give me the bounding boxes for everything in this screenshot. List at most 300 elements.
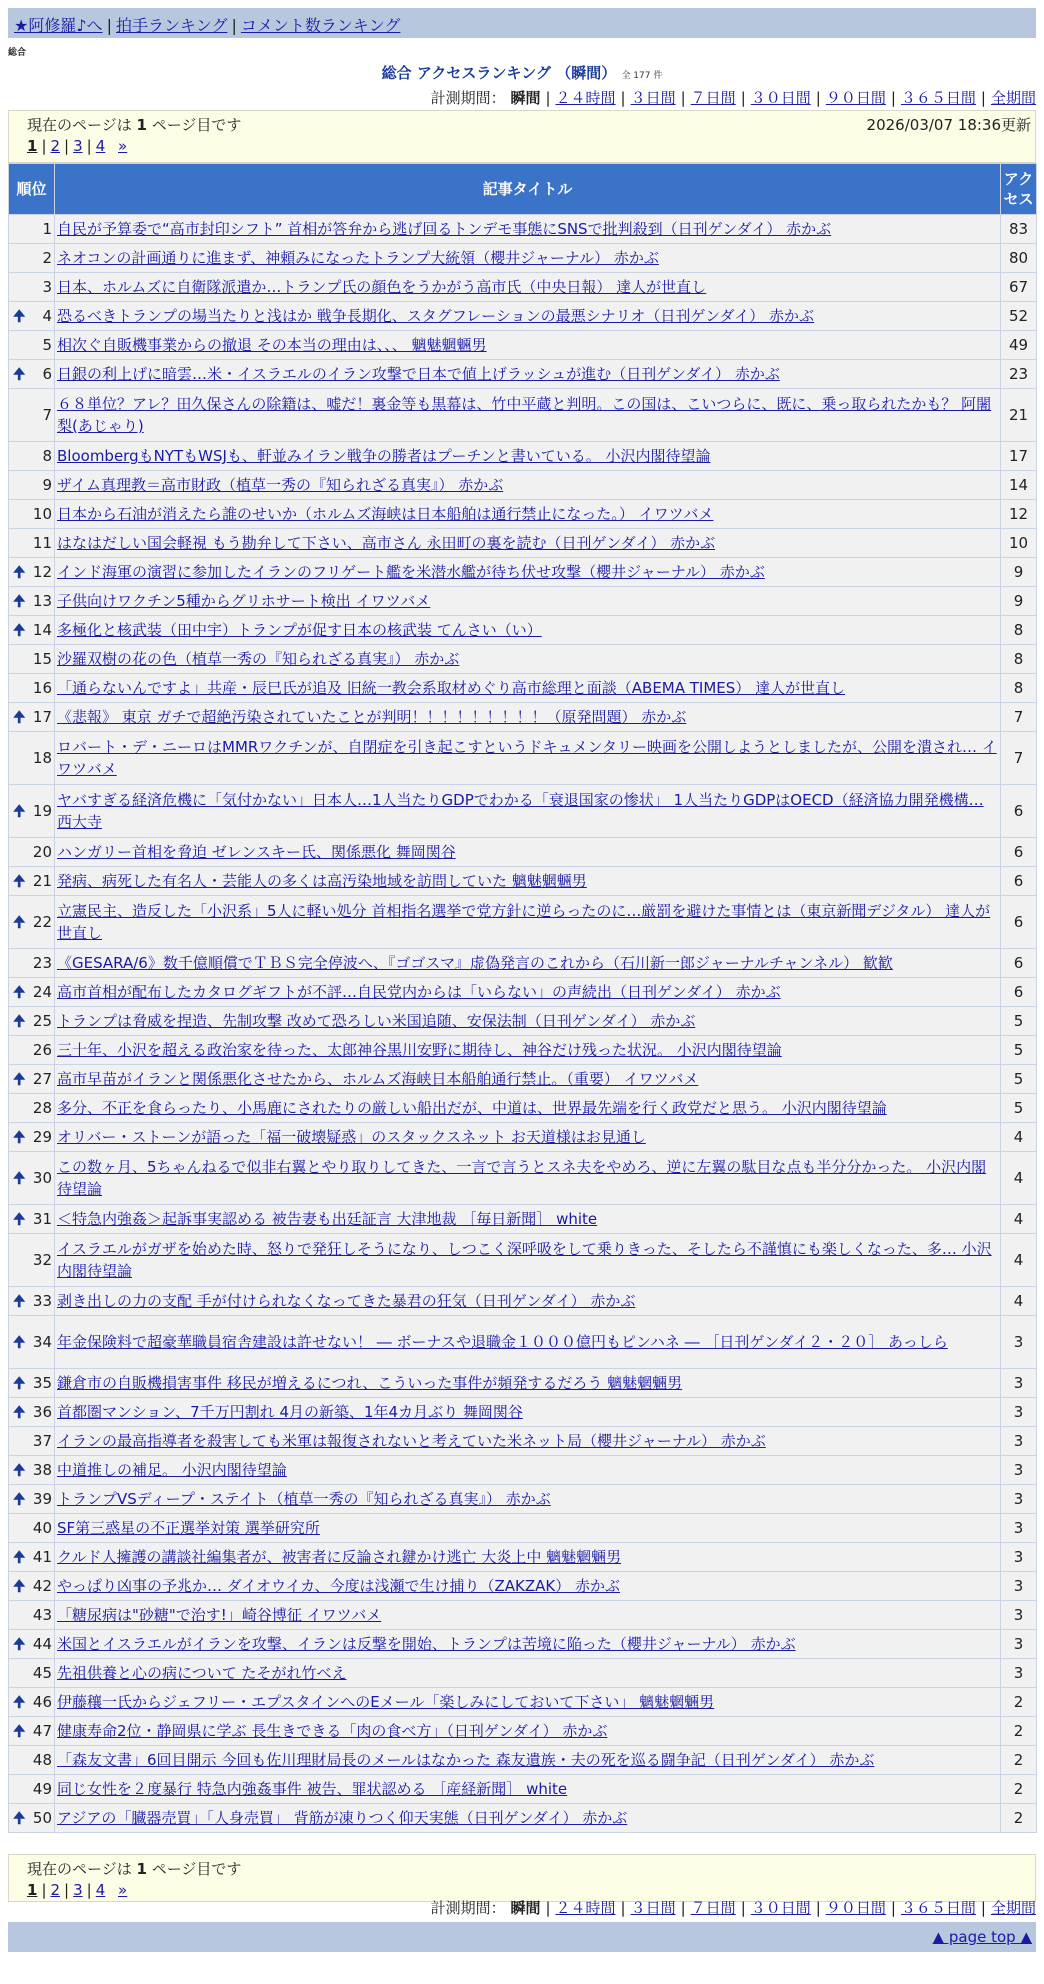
period-link-30d[interactable]: ３０日間 <box>750 1899 811 1917</box>
rank-number: 5 <box>42 336 52 354</box>
title-cell <box>55 785 1001 838</box>
article-title-link[interactable]: はなはだしい国会軽視 もう勘弁して下さい、高市さん 永田町の裏を読む（日刊ゲンダイ） 赤かぶ <box>57 534 716 552</box>
table-row <box>9 674 1037 703</box>
title-cell <box>55 1804 1001 1833</box>
rank-cell <box>9 1543 55 1572</box>
rank-cell <box>9 838 55 867</box>
period-link-30d[interactable]: ３０日間 <box>750 89 811 107</box>
title-cell <box>55 1369 1001 1398</box>
access-count: 5 <box>1001 1094 1037 1123</box>
table-row <box>9 1775 1037 1804</box>
pager-page-1[interactable]: 1 <box>27 137 38 155</box>
table-row <box>9 616 1037 645</box>
access-count: 3 <box>1001 1630 1037 1659</box>
title-cell <box>55 1514 1001 1543</box>
rank-number: 44 <box>32 1635 52 1653</box>
rank-cell <box>9 500 55 529</box>
title-cell <box>55 1094 1001 1123</box>
table-row <box>9 1152 1037 1205</box>
article-title-link[interactable]: ヤバすぎる経済危機に「気付かない」日本人…1人当たりGDPでわかる「衰退国家の惨状」 1人当たりGDPはOECD（経済協力開発機構… 西大寺 <box>57 791 984 831</box>
rank-up-arrow-icon: 🠉 <box>13 1461 26 1479</box>
table-row <box>9 1456 1037 1485</box>
rank-number: 33 <box>32 1292 52 1310</box>
rank-up-arrow-icon: 🠉 <box>13 983 26 1001</box>
access-count: 3 <box>1001 1485 1037 1514</box>
title-cell <box>55 732 1001 785</box>
access-count: 3 <box>1001 1659 1037 1688</box>
rank-up-arrow-icon: 🠉 <box>13 872 26 890</box>
article-title-link[interactable]: 同じ女性を２度暴行 特急内強姦事件 被告、罪状認める ［産経新聞］ white <box>57 1780 568 1798</box>
rank-cell <box>9 616 55 645</box>
table-row <box>9 1287 1037 1316</box>
table-row <box>9 1717 1037 1746</box>
rank-number: 28 <box>32 1099 52 1117</box>
article-title-link[interactable]: 立憲民主、造反した「小沢系」5人に軽い処分 首相指名選挙で党方針に逆らったのに…厳罰を避けた事情とは（東京新聞デジタル） 達人が世直し <box>57 902 991 942</box>
title-cell <box>55 1775 1001 1804</box>
access-count: 2 <box>1001 1804 1037 1833</box>
rank-number: 31 <box>32 1210 52 1228</box>
article-title-link[interactable]: 中道推しの補足。 小沢内閣待望論 <box>57 1461 287 1479</box>
rank-up-arrow-icon: 🠉 <box>13 1210 26 1228</box>
rank-cell <box>9 1152 55 1205</box>
access-count: 5 <box>1001 1036 1037 1065</box>
article-title-link[interactable]: イスラエルがガザを始めた時、怒りで発狂しそうになり、しつこく深呼吸をして乗りきった、そしたら不謹慎にも楽しくなった、多… 小沢内閣待望論 <box>57 1240 992 1280</box>
footer-bar <box>8 1922 1036 1952</box>
rank-up-arrow-icon: 🠉 <box>13 1548 26 1566</box>
access-count: 2 <box>1001 1775 1037 1804</box>
rank-number: 17 <box>32 708 52 726</box>
article-title-link[interactable]: 発病、病死した有名人・芸能人の多くは高汚染地域を訪問していた 魑魅魍魎男 <box>57 872 587 890</box>
access-count: 8 <box>1001 645 1037 674</box>
title-cell <box>55 1746 1001 1775</box>
rank-number: 9 <box>42 476 52 494</box>
title-cell <box>55 587 1001 616</box>
article-title-link[interactable]: 三十年、小沢を超える政治家を待った、太郎神谷黒川安野に期待し、神谷だけ残った状況。 小沢内閣待望論 <box>57 1041 782 1059</box>
article-title-link[interactable]: 「通らないんですよ」共産・辰巳氏が追及 旧統一教会系取材めぐり高市総理と面談（ABEMA TIMES） 達人が世直し <box>57 679 846 697</box>
title-cell <box>55 1630 1001 1659</box>
access-count: 3 <box>1001 1514 1037 1543</box>
rank-number: 41 <box>32 1548 52 1566</box>
article-title-link[interactable]: やっぱり凶事の予兆か… ダイオウイカ、今度は浅瀬で生け捕り（ZAKZAK） 赤かぶ <box>57 1577 621 1595</box>
rank-number: 38 <box>32 1461 52 1479</box>
table-row <box>9 949 1037 978</box>
current-page-text: 現在のページは 1 ページ目です <box>27 116 242 134</box>
table-row <box>9 389 1037 442</box>
rank-up-arrow-icon: 🠉 <box>13 1635 26 1653</box>
rank-number: 4 <box>42 307 52 325</box>
rank-cell <box>9 896 55 949</box>
access-count: 3 <box>1001 1369 1037 1398</box>
period-label: 計測期間： <box>430 89 506 107</box>
rank-up-arrow-icon: 🠉 <box>13 621 26 639</box>
period-link-7d[interactable]: ７日間 <box>690 1899 736 1917</box>
rank-up-arrow-icon: 🠉 <box>13 1809 26 1827</box>
article-title-link[interactable]: オリバー・ストーンが語った「福一破壊疑惑」のスタックスネット お天道様はお見通し <box>57 1128 646 1146</box>
page-top-link[interactable]: ▲ page top ▲ <box>932 1928 1032 1946</box>
title-cell <box>55 500 1001 529</box>
rank-cell <box>9 1036 55 1065</box>
article-title-link[interactable]: 自民が予算委で“高市封印シフト” 首相が答弁から逃げ回るトンデモ事態にSNSで批判殺到（日刊ゲンダイ） 赤かぶ <box>57 220 832 238</box>
article-title-link[interactable]: 日本、ホルムズに自衛隊派遣か…トランプ氏の顔色をうかがう高市氏（中央日報） 達人が世直し <box>57 278 707 296</box>
rank-cell <box>9 949 55 978</box>
article-title-link[interactable]: 高市首相が配布したカタログギフトが不評…自民党内からは「いらない」の声続出（日刊ゲンダイ） 赤かぶ <box>57 983 781 1001</box>
rank-up-arrow-icon: 🠉 <box>13 913 26 931</box>
rank-number: 34 <box>32 1333 52 1351</box>
rank-number: 35 <box>32 1374 52 1392</box>
period-link-365d[interactable]: ３６５日間 <box>900 89 976 107</box>
article-title-link[interactable]: 健康寿命2位・静岡県に学ぶ 長生きできる「肉の食べ方」（日刊ゲンダイ） 赤かぶ <box>57 1722 608 1740</box>
title-cell <box>55 1688 1001 1717</box>
table-row <box>9 645 1037 674</box>
rank-cell <box>9 1369 55 1398</box>
title-cell <box>55 1316 1001 1369</box>
rank-cell <box>9 1123 55 1152</box>
rank-up-arrow-icon: 🠉 <box>13 708 26 726</box>
rank-number: 46 <box>32 1693 52 1711</box>
rank-up-arrow-icon: 🠉 <box>13 1374 26 1392</box>
nav-link-comment-ranking[interactable]: コメント数ランキング <box>240 16 401 35</box>
article-title-link[interactable]: 多分、不正を食らったり、小馬鹿にされたりの厳しい船出だが、中道は、世界最先端を行く政党だと思う。 小沢内閣待望論 <box>57 1099 887 1117</box>
article-title-link[interactable]: BloombergもNYTもWSJも、軒並みイラン戦争の勝者はプーチンと書いている。 小沢内閣待望論 <box>57 447 711 465</box>
article-title-link[interactable]: 米国とイスラエルがイランを攻撃、イランは反撃を開始、トランプは苦境に陥った（櫻井ジャーナル） 赤かぶ <box>57 1635 796 1653</box>
access-count: 8 <box>1001 616 1037 645</box>
rank-up-arrow-icon: 🠉 <box>13 1577 26 1595</box>
rank-number: 18 <box>32 749 52 767</box>
table-row <box>9 1316 1037 1369</box>
table-row <box>9 785 1037 838</box>
rank-cell <box>9 389 55 442</box>
article-title-link[interactable]: インド海軍の演習に参加したイランのフリゲート艦を米潜水艦が待ち伏せ攻撃（櫻井ジャーナル） 赤かぶ <box>57 563 765 581</box>
pager-page-2[interactable]: 2 <box>50 1881 61 1899</box>
period-link-3d[interactable]: ３日間 <box>630 89 676 107</box>
rank-number: 30 <box>32 1169 52 1187</box>
pager-bottom: 1 | 2 | 3 | 4 » <box>27 1881 128 1899</box>
pager-next[interactable]: » <box>118 1881 128 1899</box>
title-cell <box>55 1007 1001 1036</box>
table-row <box>9 1543 1037 1572</box>
table-row <box>9 215 1037 244</box>
rank-number: 42 <box>32 1577 52 1595</box>
period-selector-bottom: 計測期間： 瞬間 | ２４時間 | ３日間 | ７日間 | ３０日間 | ９０日間 | ３６５日間 | 全期間 <box>430 1899 1036 1917</box>
table-row <box>9 331 1037 360</box>
period-link-all[interactable]: 全期間 <box>990 1899 1036 1917</box>
article-title-link[interactable]: 剥き出しの力の支配 手が付けられなくなってきた暴君の狂気（日刊ゲンダイ） 赤かぶ <box>57 1292 636 1310</box>
table-row <box>9 442 1037 471</box>
access-count: 80 <box>1001 244 1037 273</box>
table-row <box>9 244 1037 273</box>
rank-up-arrow-icon: 🠉 <box>13 802 26 820</box>
rank-number: 13 <box>32 592 52 610</box>
rank-cell <box>9 360 55 389</box>
table-row <box>9 1746 1037 1775</box>
title-cell <box>55 215 1001 244</box>
period-link-7d[interactable]: ７日間 <box>690 89 736 107</box>
article-title-link[interactable]: 首都圏マンション、7千万円割れ 4月の新築、1年4カ月ぶり 舞岡関谷 <box>57 1403 523 1421</box>
header-title: 記事タイトル <box>55 164 1001 215</box>
ranking-body <box>9 215 1037 1833</box>
rank-cell <box>9 331 55 360</box>
title-cell <box>55 1717 1001 1746</box>
rank-number: 14 <box>32 621 52 639</box>
nav-link-applause-ranking[interactable]: 拍手ランキング <box>115 16 228 35</box>
article-title-link[interactable]: ハンガリー首相を脅迫 ゼレンスキー氏、関係悪化 舞岡関谷 <box>57 843 456 861</box>
title-cell <box>55 703 1001 732</box>
article-title-link[interactable]: ＜特急内強姦＞起訴事実認める 被告妻も出廷証言 大津地裁 ［毎日新聞］ white <box>57 1210 598 1228</box>
table-row <box>9 1427 1037 1456</box>
rank-cell <box>9 1572 55 1601</box>
access-count: 23 <box>1001 360 1037 389</box>
access-count: 6 <box>1001 785 1037 838</box>
access-count: 5 <box>1001 1007 1037 1036</box>
title-cell <box>55 645 1001 674</box>
table-row <box>9 1369 1037 1398</box>
rank-cell <box>9 1601 55 1630</box>
period-current: 瞬間 <box>510 1899 541 1917</box>
rank-up-arrow-icon: 🠉 <box>13 1012 26 1030</box>
rank-number: 22 <box>32 913 52 931</box>
pager-page-2[interactable]: 2 <box>50 137 61 155</box>
access-count: 49 <box>1001 331 1037 360</box>
article-title-link[interactable]: イランの最高指導者を殺害しても米軍は報復されないと考えていた米ネット局（櫻井ジャーナル） 赤かぶ <box>57 1432 766 1450</box>
article-title-link[interactable]: 伊藤穰一氏からジェフリー・エプスタインへのEメール「楽しみにしておいて下さい」 魑魅魍魎男 <box>57 1693 715 1711</box>
article-title-link[interactable]: ロバート・デ・ニーロはMMRワクチンが、自閉症を引き起こすというドキュメンタリー映画を公開しようとしましたが、公開を潰され… イワツバメ <box>57 738 997 778</box>
table-row <box>9 360 1037 389</box>
period-link-365d[interactable]: ３６５日間 <box>900 1899 976 1917</box>
access-count: 3 <box>1001 1427 1037 1456</box>
rank-cell <box>9 1398 55 1427</box>
rank-cell <box>9 1234 55 1287</box>
rank-number: 10 <box>32 505 52 523</box>
title-cell <box>55 1152 1001 1205</box>
rank-number: 25 <box>32 1012 52 1030</box>
period-link-24h[interactable]: ２４時間 <box>555 89 616 107</box>
rank-up-arrow-icon: 🠉 <box>13 365 26 383</box>
access-count: 83 <box>1001 215 1037 244</box>
rank-number: 45 <box>32 1664 52 1682</box>
table-row <box>9 1094 1037 1123</box>
table-row <box>9 978 1037 1007</box>
table-row <box>9 1065 1037 1094</box>
access-count: 10 <box>1001 529 1037 558</box>
rank-number: 1 <box>42 220 52 238</box>
article-title-link[interactable]: 年金保険料で超豪華職員宿舎建設は許せない！ ― ボーナスや退職金１０００億円もピンハネ ― ［日刊ゲンダイ２・２０］ あっしら <box>57 1333 948 1351</box>
table-row <box>9 1659 1037 1688</box>
access-count: 21 <box>1001 389 1037 442</box>
pager-next[interactable]: » <box>118 137 128 155</box>
access-count: 3 <box>1001 1601 1037 1630</box>
title-cell <box>55 838 1001 867</box>
access-count: 3 <box>1001 1572 1037 1601</box>
access-count: 3 <box>1001 1316 1037 1369</box>
rank-cell <box>9 1007 55 1036</box>
article-title-link[interactable]: 日銀の利上げに暗雲…米・イスラエルのイラン攻撃で日本で値上げラッシュが進む（日刊ゲンダイ） 赤かぶ <box>57 365 780 383</box>
article-title-link[interactable]: 《悲報》 東京 ガチで超絶汚染されていたことが判明！！！！！！！！！（原発問題） 赤かぶ <box>57 708 687 726</box>
article-title-link[interactable]: 「糖尿病は"砂糖"で治す!」崎谷博征 イワツバメ <box>57 1606 382 1624</box>
title-cell <box>55 896 1001 949</box>
rank-cell <box>9 1746 55 1775</box>
article-title-link[interactable]: この数ヶ月、5ちゃんねるで似非右翼とやり取りしてきた、一言で言うとスネ夫をやめろ、逆に左翼の駄目な点も半分分かった。 小沢内閣待望論 <box>57 1158 987 1198</box>
rank-number: 12 <box>32 563 52 581</box>
nav-link-asyura[interactable]: ★阿修羅♪へ <box>14 16 103 35</box>
article-title-link[interactable]: 恐るべきトランプの場当たりと浅はか 戦争長期化、スタグフレーションの最悪シナリオ（日刊ゲンダイ） 赤かぶ <box>57 307 814 325</box>
pager-page-4[interactable]: 4 <box>95 1881 106 1899</box>
rank-up-arrow-icon: 🠉 <box>13 1128 26 1146</box>
table-header-row <box>9 164 1037 215</box>
access-count: 67 <box>1001 273 1037 302</box>
rank-cell <box>9 442 55 471</box>
access-count: 6 <box>1001 867 1037 896</box>
table-row <box>9 1601 1037 1630</box>
table-row <box>9 867 1037 896</box>
pager-page-3[interactable]: 3 <box>73 137 83 155</box>
period-link-90d[interactable]: ９０日間 <box>825 1899 886 1917</box>
nav-separator: | <box>106 16 112 35</box>
article-title-link[interactable]: アジアの「臓器売買」「人身売買」 背筋が凍りつく仰天実態（日刊ゲンダイ） 赤かぶ <box>57 1809 628 1827</box>
article-title-link[interactable]: 高市早苗がイランと関係悪化させたから、ホルムズ海峡日本船舶通行禁止。（重要） イワツバメ <box>57 1070 699 1088</box>
table-row <box>9 896 1037 949</box>
table-row <box>9 1234 1037 1287</box>
page-info-panel-top <box>8 110 1036 163</box>
article-title-link[interactable]: トランプVSディープ・ステイト（植草一秀の『知られざる真実』） 赤かぶ <box>57 1490 551 1508</box>
period-link-all[interactable]: 全期間 <box>990 89 1036 107</box>
article-title-link[interactable]: 「森友文書」6回目開示 今回も佐川理財局長のメールはなかった 森友遺族・夫の死を巡る闘争記（日刊ゲンダイ） 赤かぶ <box>57 1751 875 1769</box>
period-link-24h[interactable]: ２４時間 <box>555 1899 616 1917</box>
access-count: 3 <box>1001 1456 1037 1485</box>
rank-up-arrow-icon: 🠉 <box>13 1403 26 1421</box>
rank-number: 43 <box>32 1606 52 1624</box>
top-nav-bar <box>8 8 1036 38</box>
title-cell <box>55 1572 1001 1601</box>
article-title-link[interactable]: ６８単位？アレ？田久保さんの除籍は、嘘だ！裏金等も黒幕は、竹中平蔵と判明。この国は、こいつらに、既に、乗っ取られたかも？ 阿闍梨(あじゃり) <box>57 395 992 435</box>
article-title-link[interactable]: トランプは脅威を捏造、先制攻撃 改めて恐ろしい米国追随、安保法制（日刊ゲンダイ） 赤かぶ <box>57 1012 696 1030</box>
title-cell <box>55 529 1001 558</box>
rank-number: 24 <box>32 983 52 1001</box>
table-row <box>9 1398 1037 1427</box>
title-cell <box>55 1543 1001 1572</box>
title-cell <box>55 1036 1001 1065</box>
article-title-link[interactable]: 相次ぐ自販機事業からの撤退 その本当の理由は、、、 魑魅魍魎男 <box>57 336 487 354</box>
title-cell <box>55 1065 1001 1094</box>
pager-top: 1 | 2 | 3 | 4 » <box>27 137 128 155</box>
article-title-link[interactable]: 子供向けワクチン5種からグリホサート検出 イワツバメ <box>57 592 431 610</box>
access-count: 3 <box>1001 1398 1037 1427</box>
pager-page-1[interactable]: 1 <box>27 1881 38 1899</box>
article-title-link[interactable]: 多極化と核武装（田中宇）トランプが促す日本の核武装 てんさい（い） <box>57 621 542 639</box>
access-count: 2 <box>1001 1746 1037 1775</box>
rank-number: 50 <box>32 1809 52 1827</box>
header-rank: 順位 <box>9 164 55 215</box>
access-count: 3 <box>1001 1543 1037 1572</box>
rank-cell <box>9 1205 55 1234</box>
rank-up-arrow-icon: 🠉 <box>13 1070 26 1088</box>
article-title-link[interactable]: クルド人擁護の講談社編集者が、被害者に反論され鍵かけ逃亡 大炎上中 魑魅魍魎男 <box>57 1548 622 1566</box>
table-row <box>9 1123 1037 1152</box>
rank-cell <box>9 1065 55 1094</box>
rank-number: 23 <box>32 954 52 972</box>
rank-up-arrow-icon: 🠉 <box>13 1722 26 1740</box>
rank-number: 20 <box>32 843 52 861</box>
table-row <box>9 1007 1037 1036</box>
rank-cell <box>9 244 55 273</box>
rank-up-arrow-icon: 🠉 <box>13 307 26 325</box>
article-title-link[interactable]: 《GESARA/6》数千億順償でＴＢＳ完全停波へ、『ゴゴスマ』虚偽発言のこれから（石川新一郎ジャーナルチャンネル） 歓歓 <box>57 954 893 972</box>
nav-separator: | <box>231 16 237 35</box>
access-count: 17 <box>1001 442 1037 471</box>
table-row <box>9 529 1037 558</box>
access-count: 14 <box>1001 471 1037 500</box>
rank-cell <box>9 1688 55 1717</box>
ranking-table <box>8 163 1037 1833</box>
ranking-title <box>0 62 1044 83</box>
title-cell <box>55 1287 1001 1316</box>
rank-cell <box>9 529 55 558</box>
rank-cell <box>9 215 55 244</box>
rank-number: 40 <box>32 1519 52 1537</box>
access-count: 5 <box>1001 1065 1037 1094</box>
access-count: 8 <box>1001 674 1037 703</box>
article-title-link[interactable]: ネオコンの計画通りに進まず、神頼みになったトランプ大統領（櫻井ジャーナル） 赤かぶ <box>57 249 659 267</box>
title-cell <box>55 1427 1001 1456</box>
access-count: 52 <box>1001 302 1037 331</box>
rank-cell <box>9 1287 55 1316</box>
rank-number: 15 <box>32 650 52 668</box>
title-cell <box>55 244 1001 273</box>
access-count: 9 <box>1001 587 1037 616</box>
pager-page-3[interactable]: 3 <box>73 1881 83 1899</box>
title-cell <box>55 1205 1001 1234</box>
updated-timestamp: 2026/03/07 18:36更新 <box>866 116 1031 134</box>
rank-up-arrow-icon: 🠉 <box>13 1490 26 1508</box>
title-cell <box>55 1659 1001 1688</box>
access-count: 6 <box>1001 896 1037 949</box>
article-title-link[interactable]: 日本から石油が消えたら誰のせいか（ホルムズ海峡は日本船舶は通行禁止になった。） イワツバメ <box>57 505 714 523</box>
table-row <box>9 1036 1037 1065</box>
article-title-link[interactable]: ザイム真理教＝高市財政（植草一秀の『知られざる真実』） 赤かぶ <box>57 476 504 494</box>
pager-page-4[interactable]: 4 <box>95 137 106 155</box>
table-row <box>9 1514 1037 1543</box>
rank-number: 3 <box>42 278 52 296</box>
rank-cell <box>9 1804 55 1833</box>
rank-up-arrow-icon: 🠉 <box>13 1292 26 1310</box>
table-row <box>9 1572 1037 1601</box>
access-count: 9 <box>1001 558 1037 587</box>
title-cell <box>55 1601 1001 1630</box>
rank-cell <box>9 1427 55 1456</box>
table-row <box>9 1630 1037 1659</box>
page-info-panel-bottom <box>8 1854 1036 1902</box>
rank-cell <box>9 703 55 732</box>
article-title-link[interactable]: SF第三惑星の不正選挙対策 選挙研究所 <box>57 1519 320 1537</box>
rank-cell <box>9 1717 55 1746</box>
article-title-link[interactable]: 沙羅双樹の花の色（植草一秀の『知られざる真実』） 赤かぶ <box>57 650 460 668</box>
rank-number: 11 <box>32 534 52 552</box>
period-link-3d[interactable]: ３日間 <box>630 1899 676 1917</box>
table-row <box>9 1485 1037 1514</box>
title-cell <box>55 331 1001 360</box>
current-page-text-bottom: 現在のページは 1 ページ目です <box>27 1860 242 1878</box>
article-title-link[interactable]: 先祖供養と心の病について たそがれ竹べえ <box>57 1664 347 1682</box>
article-title-link[interactable]: 鎌倉市の自販機損害事件 移民が増えるにつれ、こういった事件が頻発するだろう 魑魅魍魎男 <box>57 1374 683 1392</box>
title-cell <box>55 389 1001 442</box>
table-row <box>9 1804 1037 1833</box>
access-count: 4 <box>1001 1205 1037 1234</box>
table-row <box>9 1688 1037 1717</box>
period-link-90d[interactable]: ９０日間 <box>825 89 886 107</box>
rank-number: 36 <box>32 1403 52 1421</box>
access-count: 6 <box>1001 838 1037 867</box>
access-count: 12 <box>1001 500 1037 529</box>
rank-up-arrow-icon: 🠉 <box>13 1693 26 1711</box>
